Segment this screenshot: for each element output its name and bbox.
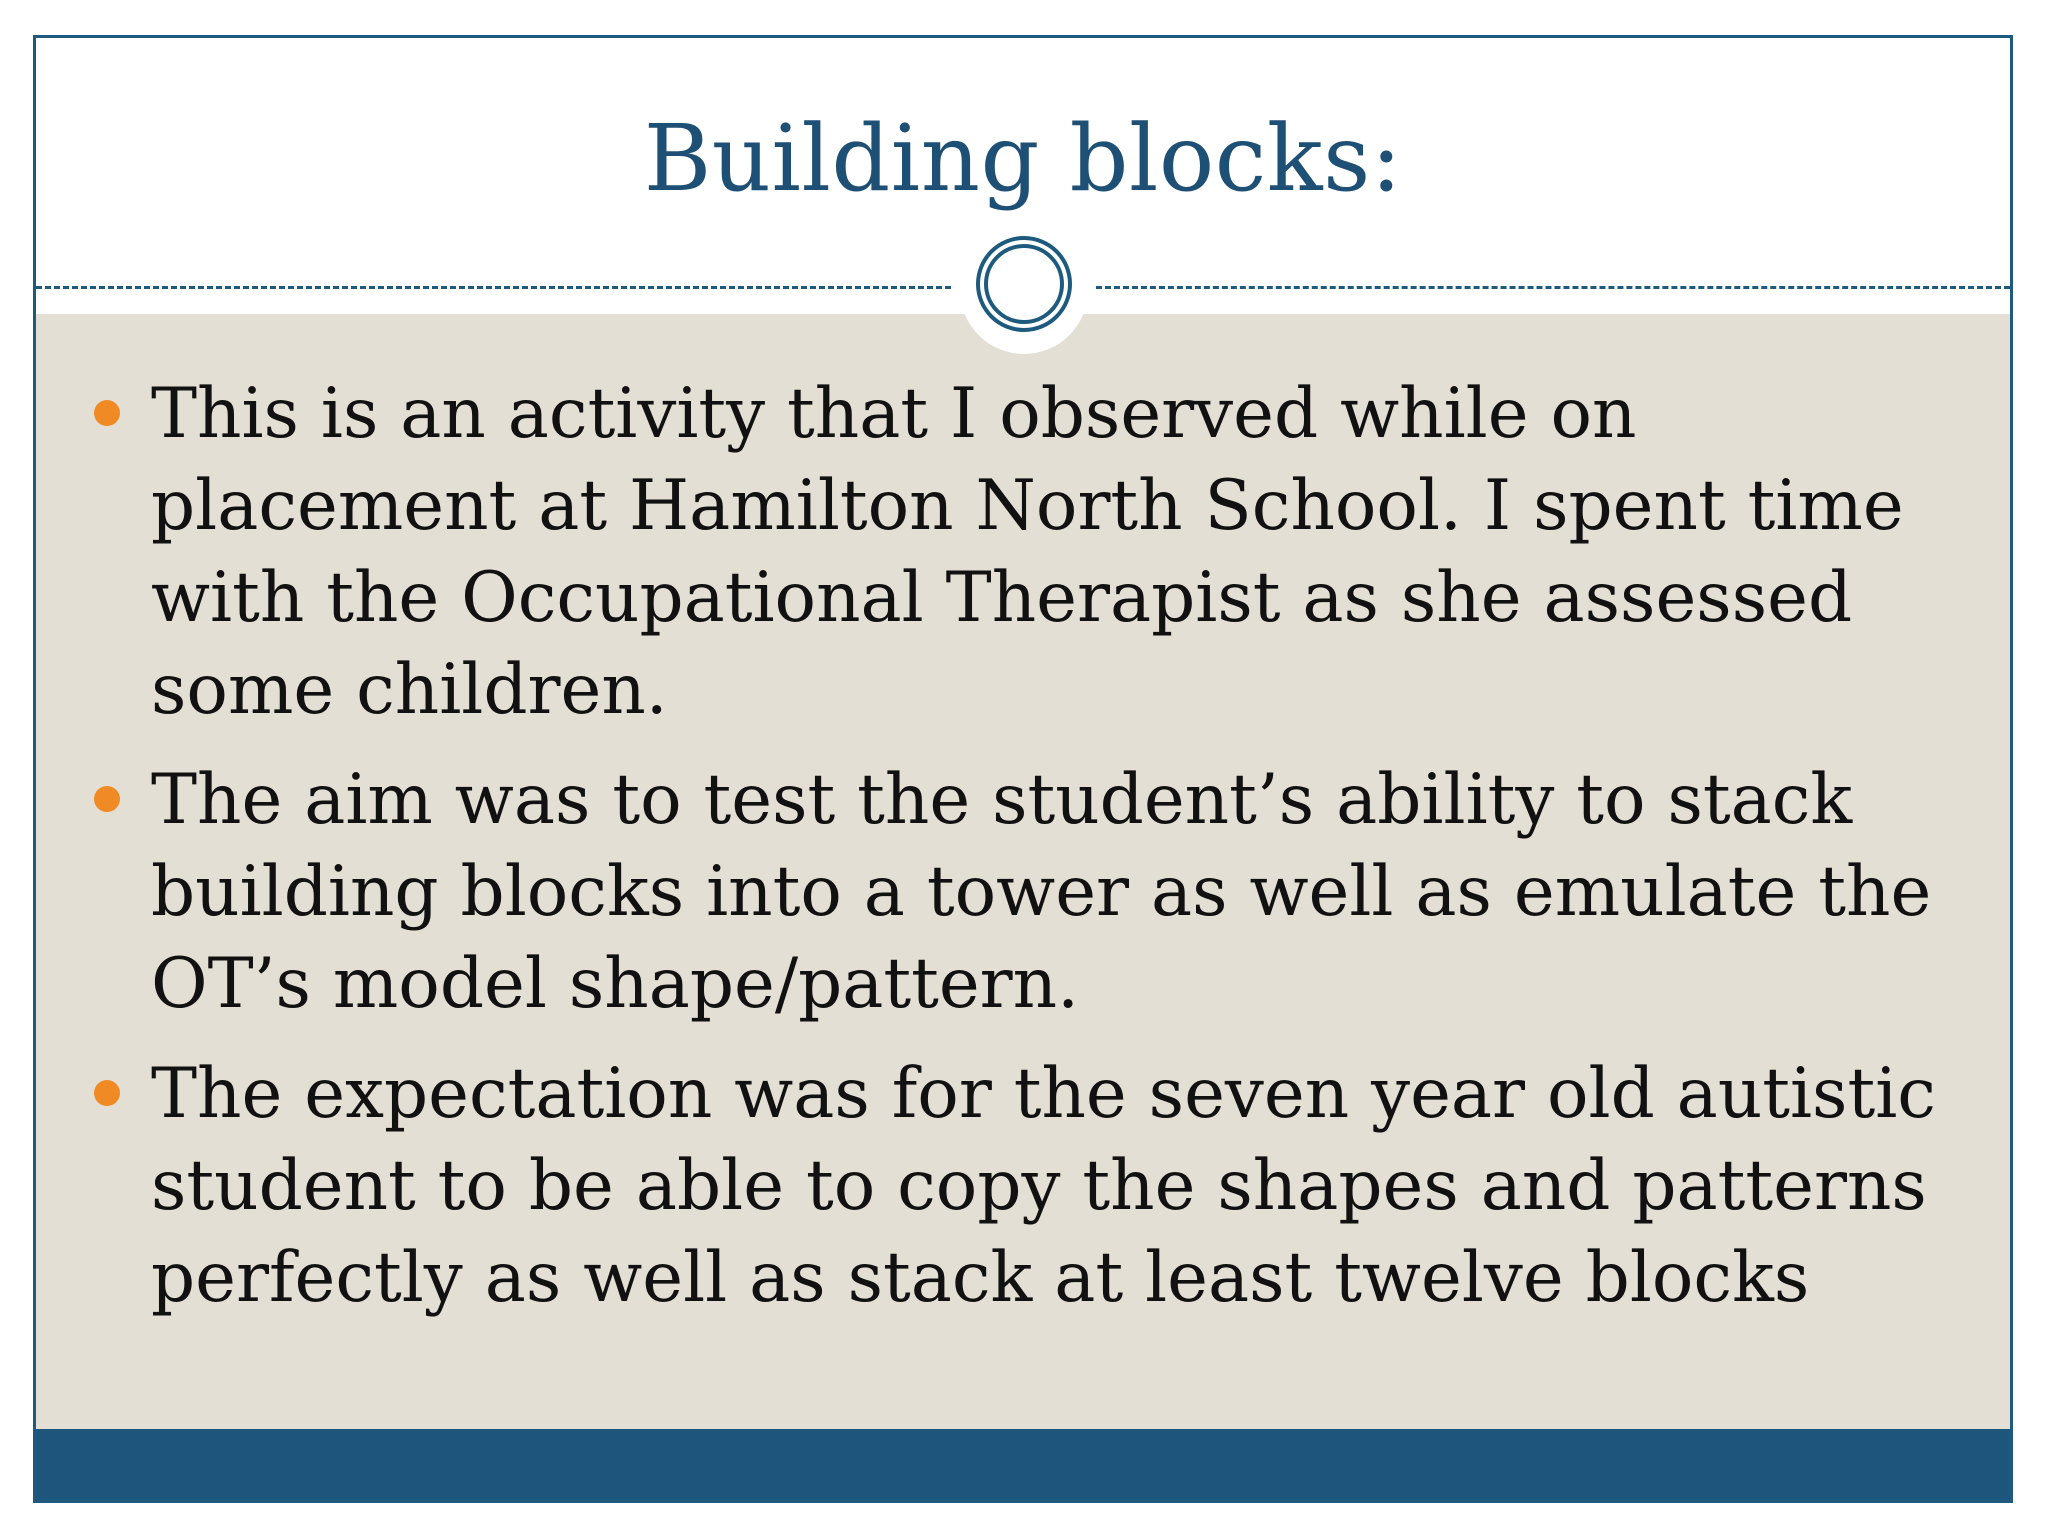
- bullet-list: [36, 368, 2010, 1342]
- bullet-dot-icon: [94, 400, 120, 426]
- bullet-item: [36, 1048, 2010, 1324]
- title-divider-left: [36, 286, 951, 289]
- footer-band: [36, 1429, 2010, 1500]
- bullet-item: [36, 368, 2010, 736]
- bullet-text: This is an activity that I observed while on placement at Hamilton North School. I spent time with the Occupational Therapist as she assessed some children.: [151, 374, 1904, 730]
- bullet-dot-icon: [94, 1080, 120, 1106]
- bullet-text: The expectation was for the seven year old autistic student to be able to copy the shapes and patterns perfectly as well as stack at least twelve blocks: [151, 1054, 1936, 1318]
- slide-title: Building blocks:: [643, 105, 1403, 212]
- bullet-dot-icon: [94, 786, 120, 812]
- slide: [33, 35, 2013, 1503]
- title-divider-right: [1096, 286, 2010, 289]
- ring-ornament-icon: [975, 235, 1073, 333]
- bullet-item: [36, 754, 2010, 1030]
- bullet-text: The aim was to test the student’s ability to stack building blocks into a tower as well as emulate the OT’s model shape/pattern.: [151, 760, 1932, 1024]
